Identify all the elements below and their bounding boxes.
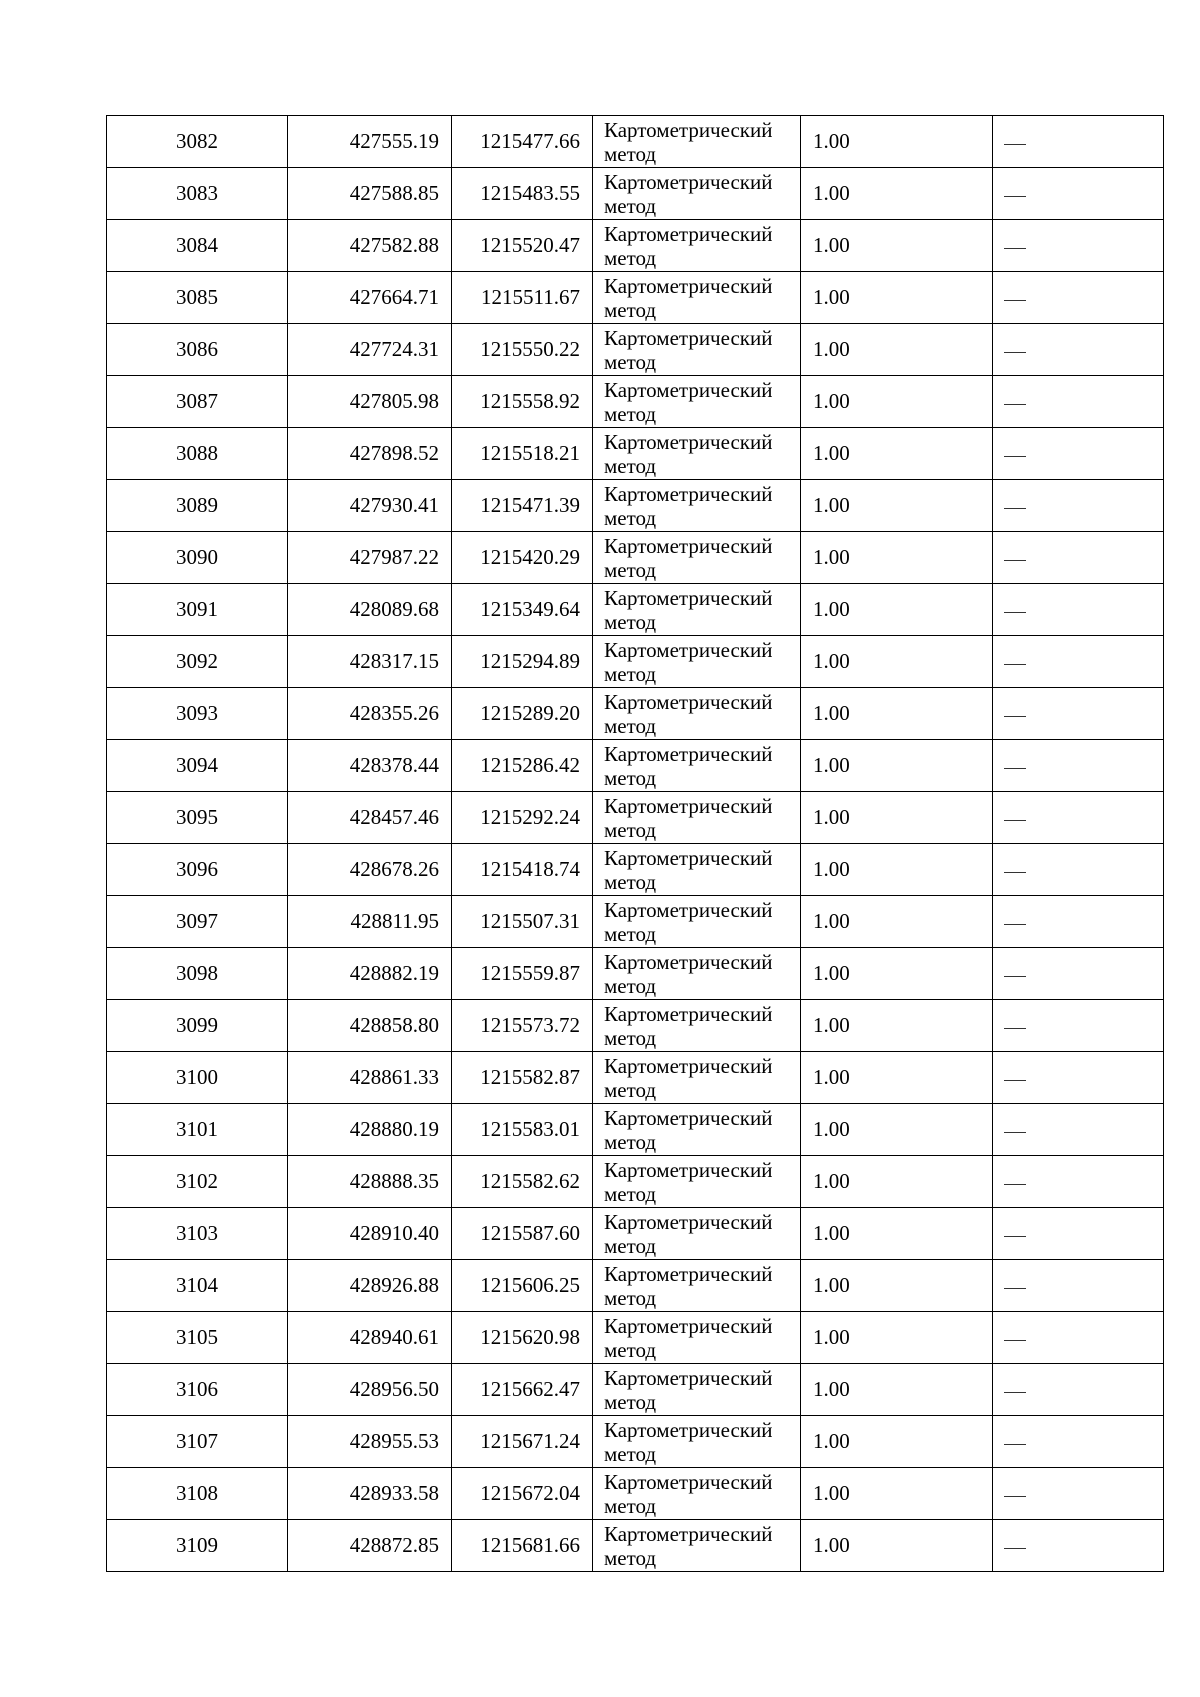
method-cell xyxy=(593,792,801,844)
method-cell xyxy=(593,1000,801,1052)
y-coordinate-cell: 1215511.67 xyxy=(452,272,593,324)
point-number-cell: 3082 xyxy=(107,116,288,168)
description-dash xyxy=(1004,924,1026,925)
method-cell xyxy=(593,636,801,688)
method-line-2: метод xyxy=(604,453,657,478)
method-line-1: Картометрический xyxy=(604,481,773,506)
method-cell xyxy=(593,480,801,532)
accuracy-cell: 1.00 xyxy=(801,1312,993,1364)
x-coordinate-cell: 427898.52 xyxy=(288,428,452,480)
description-cell xyxy=(993,532,1164,584)
x-coordinate-cell: 428861.33 xyxy=(288,1052,452,1104)
description-cell xyxy=(993,1312,1164,1364)
point-number-cell: 3104 xyxy=(107,1260,288,1312)
description-cell xyxy=(993,480,1164,532)
description-dash xyxy=(1004,1548,1026,1549)
method-cell xyxy=(593,116,801,168)
method-cell xyxy=(593,740,801,792)
method-line-2: метод xyxy=(604,1285,657,1310)
method-line-2: метод xyxy=(604,1129,657,1154)
method-cell xyxy=(593,896,801,948)
y-coordinate-cell: 1215550.22 xyxy=(452,324,593,376)
accuracy-cell: 1.00 xyxy=(801,584,993,636)
y-coordinate-cell: 1215620.98 xyxy=(452,1312,593,1364)
method-cell xyxy=(593,324,801,376)
x-coordinate-cell: 427664.71 xyxy=(288,272,452,324)
method-line-1: Картометрический xyxy=(604,1365,773,1390)
x-coordinate-cell: 427987.22 xyxy=(288,532,452,584)
method-line-1: Картометрический xyxy=(604,1521,773,1546)
x-coordinate-cell: 428880.19 xyxy=(288,1104,452,1156)
method-line-1: Картометрический xyxy=(604,273,773,298)
point-number-cell: 3095 xyxy=(107,792,288,844)
point-number-cell: 3083 xyxy=(107,168,288,220)
accuracy-cell: 1.00 xyxy=(801,844,993,896)
y-coordinate-cell: 1215662.47 xyxy=(452,1364,593,1416)
description-dash xyxy=(1004,1392,1026,1393)
description-cell xyxy=(993,428,1164,480)
table-row xyxy=(107,532,1164,584)
table-row xyxy=(107,116,1164,168)
description-cell xyxy=(993,896,1164,948)
x-coordinate-cell: 427930.41 xyxy=(288,480,452,532)
table-row xyxy=(107,428,1164,480)
x-coordinate-cell: 427724.31 xyxy=(288,324,452,376)
description-dash xyxy=(1004,1340,1026,1341)
accuracy-cell: 1.00 xyxy=(801,1208,993,1260)
method-cell xyxy=(593,168,801,220)
x-coordinate-cell: 428956.50 xyxy=(288,1364,452,1416)
point-number-cell: 3097 xyxy=(107,896,288,948)
y-coordinate-cell: 1215582.62 xyxy=(452,1156,593,1208)
description-dash xyxy=(1004,1184,1026,1185)
method-line-1: Картометрический xyxy=(604,1209,773,1234)
point-number-cell: 3105 xyxy=(107,1312,288,1364)
method-line-1: Картометрический xyxy=(604,1469,773,1494)
method-line-2: метод xyxy=(604,401,657,426)
accuracy-cell: 1.00 xyxy=(801,1052,993,1104)
method-line-2: метод xyxy=(604,1441,657,1466)
method-line-1: Картометрический xyxy=(604,1313,773,1338)
point-number-cell: 3088 xyxy=(107,428,288,480)
method-cell xyxy=(593,1052,801,1104)
point-number-cell: 3101 xyxy=(107,1104,288,1156)
description-cell xyxy=(993,168,1164,220)
accuracy-cell: 1.00 xyxy=(801,324,993,376)
description-dash xyxy=(1004,1080,1026,1081)
description-dash xyxy=(1004,456,1026,457)
y-coordinate-cell: 1215289.20 xyxy=(452,688,593,740)
description-dash xyxy=(1004,144,1026,145)
table-row xyxy=(107,1520,1164,1572)
description-cell xyxy=(993,1364,1164,1416)
description-cell xyxy=(993,844,1164,896)
y-coordinate-cell: 1215420.29 xyxy=(452,532,593,584)
y-coordinate-cell: 1215671.24 xyxy=(452,1416,593,1468)
description-dash xyxy=(1004,612,1026,613)
y-coordinate-cell: 1215558.92 xyxy=(452,376,593,428)
description-cell xyxy=(993,584,1164,636)
description-cell xyxy=(993,1052,1164,1104)
point-number-cell: 3108 xyxy=(107,1468,288,1520)
point-number-cell: 3094 xyxy=(107,740,288,792)
x-coordinate-cell: 428926.88 xyxy=(288,1260,452,1312)
method-line-2: метод xyxy=(604,661,657,686)
point-number-cell: 3106 xyxy=(107,1364,288,1416)
method-line-2: метод xyxy=(604,817,657,842)
description-cell xyxy=(993,948,1164,1000)
method-line-1: Картометрический xyxy=(604,169,773,194)
method-line-2: метод xyxy=(604,1545,657,1570)
y-coordinate-cell: 1215672.04 xyxy=(452,1468,593,1520)
description-cell xyxy=(993,1520,1164,1572)
table-row xyxy=(107,740,1164,792)
method-line-1: Картометрический xyxy=(604,533,773,558)
description-cell xyxy=(993,688,1164,740)
point-number-cell: 3085 xyxy=(107,272,288,324)
method-line-2: метод xyxy=(604,713,657,738)
accuracy-cell: 1.00 xyxy=(801,792,993,844)
x-coordinate-cell: 428933.58 xyxy=(288,1468,452,1520)
table-row xyxy=(107,584,1164,636)
method-line-2: метод xyxy=(604,1337,657,1362)
description-cell xyxy=(993,116,1164,168)
accuracy-cell: 1.00 xyxy=(801,220,993,272)
y-coordinate-cell: 1215559.87 xyxy=(452,948,593,1000)
point-number-cell: 3099 xyxy=(107,1000,288,1052)
table-row xyxy=(107,1468,1164,1520)
method-cell xyxy=(593,1468,801,1520)
accuracy-cell: 1.00 xyxy=(801,1520,993,1572)
description-cell xyxy=(993,1156,1164,1208)
method-line-1: Картометрический xyxy=(604,949,773,974)
accuracy-cell: 1.00 xyxy=(801,428,993,480)
accuracy-cell: 1.00 xyxy=(801,376,993,428)
description-cell xyxy=(993,1000,1164,1052)
description-dash xyxy=(1004,1444,1026,1445)
x-coordinate-cell: 428457.46 xyxy=(288,792,452,844)
method-cell xyxy=(593,376,801,428)
x-coordinate-cell: 428317.15 xyxy=(288,636,452,688)
x-coordinate-cell: 428378.44 xyxy=(288,740,452,792)
y-coordinate-cell: 1215418.74 xyxy=(452,844,593,896)
method-line-2: метод xyxy=(604,1181,657,1206)
method-cell xyxy=(593,844,801,896)
method-cell xyxy=(593,428,801,480)
method-cell xyxy=(593,1312,801,1364)
method-line-1: Картометрический xyxy=(604,689,773,714)
x-coordinate-cell: 428955.53 xyxy=(288,1416,452,1468)
x-coordinate-cell: 428089.68 xyxy=(288,584,452,636)
description-dash xyxy=(1004,1132,1026,1133)
x-coordinate-cell: 428940.61 xyxy=(288,1312,452,1364)
method-line-1: Картометрический xyxy=(604,793,773,818)
coordinates-table-body xyxy=(107,116,1164,1572)
x-coordinate-cell: 427588.85 xyxy=(288,168,452,220)
table-row xyxy=(107,220,1164,272)
x-coordinate-cell: 428355.26 xyxy=(288,688,452,740)
description-dash xyxy=(1004,1288,1026,1289)
accuracy-cell: 1.00 xyxy=(801,532,993,584)
method-cell xyxy=(593,948,801,1000)
table-row xyxy=(107,1260,1164,1312)
description-cell xyxy=(993,376,1164,428)
y-coordinate-cell: 1215573.72 xyxy=(452,1000,593,1052)
y-coordinate-cell: 1215587.60 xyxy=(452,1208,593,1260)
y-coordinate-cell: 1215507.31 xyxy=(452,896,593,948)
y-coordinate-cell: 1215286.42 xyxy=(452,740,593,792)
accuracy-cell: 1.00 xyxy=(801,1000,993,1052)
accuracy-cell: 1.00 xyxy=(801,1260,993,1312)
point-number-cell: 3103 xyxy=(107,1208,288,1260)
method-line-1: Картометрический xyxy=(604,221,773,246)
method-cell xyxy=(593,1156,801,1208)
table-row xyxy=(107,1364,1164,1416)
method-line-2: метод xyxy=(604,1493,657,1518)
description-dash xyxy=(1004,1028,1026,1029)
x-coordinate-cell: 427805.98 xyxy=(288,376,452,428)
point-number-cell: 3091 xyxy=(107,584,288,636)
point-number-cell: 3109 xyxy=(107,1520,288,1572)
y-coordinate-cell: 1215606.25 xyxy=(452,1260,593,1312)
table-row xyxy=(107,1104,1164,1156)
table-row xyxy=(107,1208,1164,1260)
method-line-1: Картометрический xyxy=(604,1261,773,1286)
point-number-cell: 3107 xyxy=(107,1416,288,1468)
method-line-2: метод xyxy=(604,349,657,374)
y-coordinate-cell: 1215483.55 xyxy=(452,168,593,220)
method-line-2: метод xyxy=(604,973,657,998)
x-coordinate-cell: 428888.35 xyxy=(288,1156,452,1208)
method-line-2: метод xyxy=(604,1025,657,1050)
description-dash xyxy=(1004,404,1026,405)
point-number-cell: 3093 xyxy=(107,688,288,740)
method-line-1: Картометрический xyxy=(604,1417,773,1442)
method-line-2: метод xyxy=(604,505,657,530)
table-row xyxy=(107,1000,1164,1052)
method-line-1: Картометрический xyxy=(604,585,773,610)
description-dash xyxy=(1004,300,1026,301)
method-line-2: метод xyxy=(604,141,657,166)
x-coordinate-cell: 427582.88 xyxy=(288,220,452,272)
method-line-1: Картометрический xyxy=(604,1053,773,1078)
point-number-cell: 3100 xyxy=(107,1052,288,1104)
x-coordinate-cell: 427555.19 xyxy=(288,116,452,168)
y-coordinate-cell: 1215292.24 xyxy=(452,792,593,844)
method-line-2: метод xyxy=(604,869,657,894)
accuracy-cell: 1.00 xyxy=(801,1104,993,1156)
accuracy-cell: 1.00 xyxy=(801,116,993,168)
description-cell xyxy=(993,272,1164,324)
description-cell xyxy=(993,1416,1164,1468)
point-number-cell: 3089 xyxy=(107,480,288,532)
accuracy-cell: 1.00 xyxy=(801,948,993,1000)
table-row xyxy=(107,636,1164,688)
method-line-1: Картометрический xyxy=(604,429,773,454)
description-cell xyxy=(993,1468,1164,1520)
table-row xyxy=(107,948,1164,1000)
description-dash xyxy=(1004,768,1026,769)
description-cell xyxy=(993,636,1164,688)
description-dash xyxy=(1004,560,1026,561)
method-line-2: метод xyxy=(604,609,657,634)
table-row xyxy=(107,480,1164,532)
description-dash xyxy=(1004,872,1026,873)
table-row xyxy=(107,688,1164,740)
method-cell xyxy=(593,688,801,740)
accuracy-cell: 1.00 xyxy=(801,168,993,220)
accuracy-cell: 1.00 xyxy=(801,1364,993,1416)
y-coordinate-cell: 1215681.66 xyxy=(452,1520,593,1572)
method-cell xyxy=(593,272,801,324)
method-line-1: Картометрический xyxy=(604,377,773,402)
point-number-cell: 3086 xyxy=(107,324,288,376)
description-dash xyxy=(1004,248,1026,249)
description-cell xyxy=(993,1260,1164,1312)
table-row xyxy=(107,376,1164,428)
x-coordinate-cell: 428811.95 xyxy=(288,896,452,948)
method-cell xyxy=(593,220,801,272)
method-line-2: метод xyxy=(604,765,657,790)
point-number-cell: 3098 xyxy=(107,948,288,1000)
method-cell xyxy=(593,1208,801,1260)
table-row xyxy=(107,896,1164,948)
description-dash xyxy=(1004,352,1026,353)
description-cell xyxy=(993,740,1164,792)
method-line-2: метод xyxy=(604,297,657,322)
y-coordinate-cell: 1215583.01 xyxy=(452,1104,593,1156)
table-row xyxy=(107,1052,1164,1104)
accuracy-cell: 1.00 xyxy=(801,636,993,688)
accuracy-cell: 1.00 xyxy=(801,688,993,740)
table-row xyxy=(107,792,1164,844)
description-cell xyxy=(993,324,1164,376)
method-line-1: Картометрический xyxy=(604,1157,773,1182)
y-coordinate-cell: 1215471.39 xyxy=(452,480,593,532)
description-dash xyxy=(1004,508,1026,509)
method-line-1: Картометрический xyxy=(604,897,773,922)
point-number-cell: 3102 xyxy=(107,1156,288,1208)
description-dash xyxy=(1004,664,1026,665)
table-row xyxy=(107,168,1164,220)
table-row xyxy=(107,1416,1164,1468)
x-coordinate-cell: 428910.40 xyxy=(288,1208,452,1260)
accuracy-cell: 1.00 xyxy=(801,740,993,792)
y-coordinate-cell: 1215520.47 xyxy=(452,220,593,272)
method-line-2: метод xyxy=(604,245,657,270)
method-line-2: метод xyxy=(604,193,657,218)
description-dash xyxy=(1004,976,1026,977)
description-cell xyxy=(993,1104,1164,1156)
method-cell xyxy=(593,1520,801,1572)
method-line-1: Картометрический xyxy=(604,117,773,142)
table-row xyxy=(107,324,1164,376)
method-line-2: метод xyxy=(604,1233,657,1258)
coordinates-table xyxy=(106,115,1164,1572)
table-row xyxy=(107,272,1164,324)
method-cell xyxy=(593,584,801,636)
method-cell xyxy=(593,1104,801,1156)
accuracy-cell: 1.00 xyxy=(801,272,993,324)
method-line-1: Картометрический xyxy=(604,637,773,662)
accuracy-cell: 1.00 xyxy=(801,896,993,948)
y-coordinate-cell: 1215294.89 xyxy=(452,636,593,688)
accuracy-cell: 1.00 xyxy=(801,1156,993,1208)
method-line-1: Картометрический xyxy=(604,845,773,870)
y-coordinate-cell: 1215582.87 xyxy=(452,1052,593,1104)
table-row xyxy=(107,1312,1164,1364)
table-row xyxy=(107,1156,1164,1208)
method-cell xyxy=(593,1416,801,1468)
description-cell xyxy=(993,1208,1164,1260)
method-line-2: метод xyxy=(604,1389,657,1414)
method-line-1: Картометрический xyxy=(604,1105,773,1130)
method-cell xyxy=(593,532,801,584)
description-dash xyxy=(1004,716,1026,717)
x-coordinate-cell: 428858.80 xyxy=(288,1000,452,1052)
y-coordinate-cell: 1215349.64 xyxy=(452,584,593,636)
y-coordinate-cell: 1215477.66 xyxy=(452,116,593,168)
method-line-1: Картометрический xyxy=(604,741,773,766)
method-line-2: метод xyxy=(604,921,657,946)
x-coordinate-cell: 428882.19 xyxy=(288,948,452,1000)
description-cell xyxy=(993,792,1164,844)
point-number-cell: 3096 xyxy=(107,844,288,896)
point-number-cell: 3087 xyxy=(107,376,288,428)
method-cell xyxy=(593,1260,801,1312)
method-line-1: Картометрический xyxy=(604,1001,773,1026)
accuracy-cell: 1.00 xyxy=(801,1416,993,1468)
method-line-2: метод xyxy=(604,1077,657,1102)
description-dash xyxy=(1004,196,1026,197)
table-row xyxy=(107,844,1164,896)
x-coordinate-cell: 428678.26 xyxy=(288,844,452,896)
x-coordinate-cell: 428872.85 xyxy=(288,1520,452,1572)
accuracy-cell: 1.00 xyxy=(801,1468,993,1520)
description-dash xyxy=(1004,1496,1026,1497)
point-number-cell: 3090 xyxy=(107,532,288,584)
method-cell xyxy=(593,1364,801,1416)
y-coordinate-cell: 1215518.21 xyxy=(452,428,593,480)
method-line-2: метод xyxy=(604,557,657,582)
description-dash xyxy=(1004,820,1026,821)
point-number-cell: 3084 xyxy=(107,220,288,272)
description-dash xyxy=(1004,1236,1026,1237)
point-number-cell: 3092 xyxy=(107,636,288,688)
method-line-1: Картометрический xyxy=(604,325,773,350)
accuracy-cell: 1.00 xyxy=(801,480,993,532)
description-cell xyxy=(993,220,1164,272)
